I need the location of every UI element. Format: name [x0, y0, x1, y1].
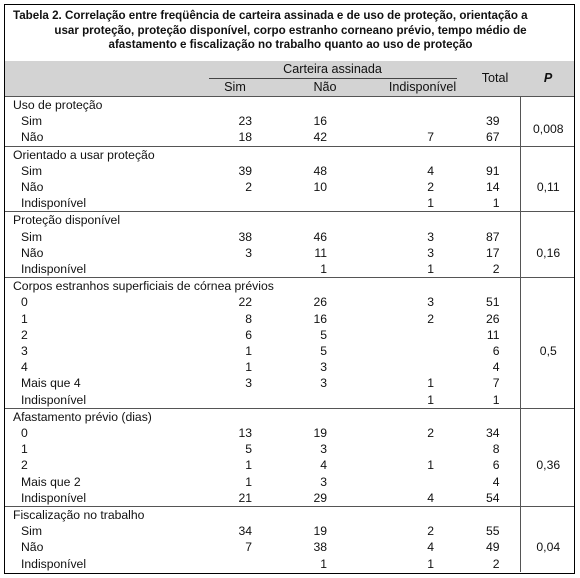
- p-value: 0,008: [520, 97, 575, 147]
- cell-nao: 3: [320, 376, 327, 391]
- cell-nao: 48: [313, 163, 327, 178]
- cell-sim: 22: [238, 295, 252, 310]
- sim-header: Sim: [224, 80, 246, 94]
- cell-nao: 19: [313, 426, 327, 441]
- cell-total: 1: [492, 196, 500, 211]
- cell-ind: 4: [427, 163, 435, 178]
- group-header-row: [5, 146, 575, 163]
- cell-total: 55: [485, 524, 500, 539]
- table-frame: [4, 4, 575, 574]
- row-label: Indisponível: [21, 556, 87, 571]
- group-header-row: [5, 97, 575, 114]
- cell-total: 4: [492, 474, 500, 489]
- cell-ind: 4: [427, 540, 435, 555]
- cell-sim: 21: [238, 490, 252, 505]
- cell-sim: 5: [245, 442, 252, 457]
- cell-ind: 1: [427, 458, 435, 473]
- row-label: 4: [21, 360, 28, 375]
- p-value: 0,36: [520, 408, 575, 506]
- row-label: Não: [21, 245, 44, 260]
- group-title: Corpos estranhos superficiais de córnea prévios: [5, 278, 520, 295]
- cell-nao: 26: [313, 295, 327, 310]
- cell-sim: 1: [245, 360, 252, 375]
- cell-total: 49: [485, 540, 500, 555]
- table-row: [5, 425, 575, 441]
- cell-ind: [375, 113, 470, 129]
- row-label: Indisponível: [21, 196, 87, 211]
- cell-nao: 19: [313, 524, 327, 539]
- cell-ind: [375, 327, 470, 343]
- group-title: Fiscalização no trabalho: [5, 507, 520, 524]
- cell-sim: 34: [238, 524, 252, 539]
- cell-total: 91: [485, 163, 500, 178]
- nao-header: Não: [313, 80, 337, 94]
- cell-ind: 3: [427, 245, 435, 260]
- caption-line-2: usar proteção, proteção disponível, corpo estranho corneano prévio, tempo médio de: [54, 23, 527, 37]
- cell-nao: 3: [320, 474, 327, 489]
- table-row: [5, 245, 575, 261]
- row-label: 0: [21, 426, 28, 441]
- header-row-1: [5, 61, 575, 79]
- group-header-row: [5, 507, 575, 524]
- cell-nao: 1: [320, 262, 327, 277]
- cell-sim: 2: [245, 180, 252, 195]
- p-value: 0,04: [520, 507, 575, 572]
- cell-sim: 3: [245, 245, 252, 260]
- cell-ind: 3: [427, 229, 435, 244]
- cell-total: 11: [486, 327, 500, 342]
- row-label: 1: [21, 442, 28, 457]
- cell-ind: 2: [427, 426, 435, 441]
- cell-total: 8: [492, 442, 500, 457]
- cell-nao: 5: [320, 327, 327, 342]
- cell-ind: 4: [427, 490, 435, 505]
- row-label: 0: [21, 295, 28, 310]
- table-row: [5, 163, 575, 179]
- cell-sim: 8: [245, 311, 252, 326]
- table-row: [5, 392, 575, 409]
- cell-sim: [195, 392, 275, 409]
- group-title: Orientado a usar proteção: [5, 146, 520, 163]
- table-row: [5, 195, 575, 212]
- row-label: Mais que 2: [21, 474, 81, 489]
- cell-ind: [375, 441, 470, 457]
- group-header-row: [5, 212, 575, 229]
- table-row: [5, 490, 575, 507]
- row-label: Sim: [21, 229, 42, 244]
- cell-total: 2: [492, 556, 500, 571]
- cell-total: 34: [485, 426, 500, 441]
- row-label: 2: [21, 327, 28, 342]
- cell-nao: 4: [320, 458, 327, 473]
- cell-nao: 5: [320, 344, 327, 359]
- cell-nao: 16: [313, 114, 327, 129]
- table-row: [5, 523, 575, 539]
- row-label: Sim: [21, 524, 42, 539]
- caption-line-1: Tabela 2. Correlação entre freqüência de carteira assinada e de uso de proteção, orientação a: [13, 9, 528, 22]
- cell-ind: 1: [427, 376, 435, 391]
- cell-total: 54: [485, 490, 500, 505]
- table-row: [5, 343, 575, 359]
- table-row: [5, 457, 575, 473]
- cell-sim: 7: [245, 540, 252, 555]
- cell-nao: 42: [313, 130, 327, 145]
- group-title: Proteção disponível: [5, 212, 520, 229]
- cell-sim: 18: [238, 130, 252, 145]
- table-row: [5, 327, 575, 343]
- cell-nao: 1: [320, 556, 327, 571]
- table-body: [5, 97, 575, 572]
- table-row: [5, 474, 575, 490]
- cell-total: 2: [492, 262, 500, 277]
- cell-ind: 2: [427, 524, 435, 539]
- data-table: [5, 61, 575, 572]
- cell-ind: [375, 474, 470, 490]
- carteira-assinada-header: Carteira assinada: [209, 61, 457, 79]
- cell-total: 39: [485, 114, 500, 129]
- cell-total: 6: [492, 458, 500, 473]
- total-header: Total: [481, 71, 509, 85]
- table-row: [5, 229, 575, 245]
- group-header-row: [5, 408, 575, 425]
- cell-nao: 3: [320, 360, 327, 375]
- table-row: [5, 294, 575, 310]
- cell-sim: 23: [238, 114, 252, 129]
- table-row: [5, 113, 575, 129]
- cell-ind: 2: [427, 311, 435, 326]
- cell-total: 87: [485, 229, 500, 244]
- cell-sim: [195, 261, 275, 278]
- cell-nao: [275, 392, 375, 409]
- caption-line-3: afastamento e fiscalização no trabalho quanto ao uso de proteção: [108, 38, 473, 51]
- cell-ind: 1: [427, 196, 435, 211]
- cell-sim: 1: [245, 474, 252, 489]
- cell-nao: 10: [313, 180, 327, 195]
- cell-nao: 16: [313, 311, 327, 326]
- row-label: 2: [21, 458, 28, 473]
- p-value: 0,16: [520, 212, 575, 278]
- cell-nao: [275, 195, 375, 212]
- row-label: Não: [21, 540, 44, 555]
- cell-total: 4: [492, 360, 500, 375]
- row-label: Indisponível: [21, 490, 87, 505]
- cell-ind: 3: [427, 295, 435, 310]
- cell-ind: 1: [427, 262, 435, 277]
- row-label: Indisponível: [21, 392, 87, 407]
- group-title: Uso de proteção: [5, 97, 520, 114]
- table-caption: [5, 5, 574, 61]
- p-header: P: [543, 71, 553, 85]
- cell-sim: [195, 195, 275, 212]
- cell-nao: 11: [314, 245, 327, 260]
- cell-sim: 3: [245, 376, 252, 391]
- row-label: Sim: [21, 163, 42, 178]
- cell-total: 67: [485, 130, 500, 145]
- row-label: 1: [21, 311, 28, 326]
- cell-sim: 1: [245, 458, 252, 473]
- table-row: [5, 179, 575, 195]
- cell-sim: 13: [238, 426, 252, 441]
- cell-nao: 29: [313, 490, 327, 505]
- p-value: 0,11: [520, 146, 575, 212]
- table-row: [5, 359, 575, 375]
- cell-ind: 1: [427, 556, 435, 571]
- row-label: Não: [21, 180, 44, 195]
- cell-nao: 38: [313, 540, 327, 555]
- cell-total: 51: [485, 295, 500, 310]
- cell-nao: 3: [320, 442, 327, 457]
- table-row: [5, 441, 575, 457]
- cell-ind: [375, 359, 470, 375]
- row-label: 3: [21, 344, 28, 359]
- table-row: [5, 539, 575, 555]
- cell-nao: 46: [313, 229, 327, 244]
- cell-ind: 2: [427, 180, 435, 195]
- row-label: Sim: [21, 114, 42, 129]
- cell-total: 6: [492, 344, 500, 359]
- group-title: Afastamento prévio (dias): [5, 408, 520, 425]
- cell-total: 14: [485, 180, 500, 195]
- cell-ind: [375, 343, 470, 359]
- cell-total: 7: [492, 376, 500, 391]
- table-row: [5, 375, 575, 391]
- row-label: Indisponível: [21, 262, 87, 277]
- cell-sim: 39: [238, 163, 252, 178]
- row-label: Mais que 4: [21, 376, 81, 391]
- indisponivel-header: Indisponível: [388, 80, 457, 94]
- row-label: Não: [21, 130, 44, 145]
- cell-ind: 7: [427, 130, 435, 145]
- table-row: [5, 129, 575, 146]
- table-row: [5, 261, 575, 278]
- cell-total: 26: [485, 311, 500, 326]
- cell-ind: 1: [427, 392, 435, 407]
- group-header-row: [5, 278, 575, 295]
- cell-sim: 38: [238, 229, 252, 244]
- cell-sim: [195, 556, 275, 572]
- cell-total: 17: [485, 245, 500, 260]
- cell-sim: 6: [245, 327, 252, 342]
- table-row: [5, 311, 575, 327]
- p-value: 0,5: [520, 278, 575, 409]
- cell-total: 1: [492, 392, 500, 407]
- table-row: [5, 556, 575, 572]
- cell-sim: 1: [245, 344, 252, 359]
